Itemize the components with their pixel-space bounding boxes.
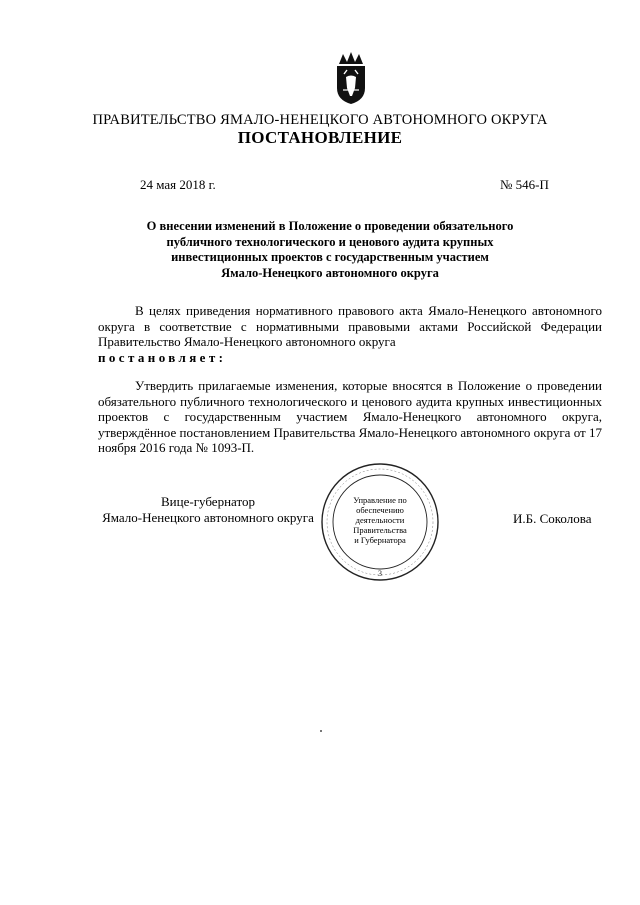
signatory-name: И.Б. Соколова	[513, 511, 592, 526]
page-mark	[320, 730, 322, 732]
stamp-inscription	[338, 495, 422, 545]
subject-line-4: Ямало-Ненецкого автономного округа	[221, 265, 439, 280]
stamp-line-3: деятельности	[355, 515, 405, 525]
stamp-line-1: Управление по	[353, 495, 407, 505]
document-number: № 546-П	[500, 177, 549, 192]
stamp-line-5: и Губернатора	[354, 535, 406, 545]
body-paragraph-1	[98, 303, 602, 365]
document-date: 24 мая 2018 г.	[140, 177, 216, 192]
signatory-title-line-2: Ямало-Ненецкого автономного округа	[102, 510, 314, 525]
subject-line-1: О внесении изменений в Положение о проведении обязательного	[146, 219, 514, 233]
body-paragraph-2	[98, 378, 602, 456]
resolves-word: постановляет:	[98, 349, 227, 365]
resolution-text: Утвердить прилагаемые изменения, которые вносятся в Положение о проведении обязательного публичного технологического и ценового аудита крупных инвестиционных проектов с государственным участием Ямало-Ненецкого автономного округа, утверждённое постановлением Правительства Ямало-Ненецкого автономного округа от 17 ноября 2016 года № 1093-П.	[98, 378, 602, 455]
subject-line-3: инвестиционных проектов с государственным участием	[171, 250, 489, 264]
coat-of-arms-emblem	[331, 50, 371, 106]
document-subject	[100, 219, 560, 281]
preamble-text: В целях приведения нормативного правового акта Ямало-Ненецкого автономного округа в соответствие с нормативными правовыми актами Российской Федерации Правительство Ямало-Ненецкого автономного округа	[98, 303, 602, 349]
government-name: ПРАВИТЕЛЬСТВО ЯМАЛО-НЕНЕЦКОГО АВТОНОМНОГО ОКРУГА	[92, 112, 548, 128]
subject-line-2: публичного технологического и ценового аудита крупных	[166, 234, 494, 249]
stamp-line-4: Правительства	[353, 525, 407, 535]
stamp-line-2: обеспечению	[356, 505, 404, 515]
signatory-title-line-1: Вице-губернатор	[161, 494, 255, 509]
stamp-number: 3	[378, 569, 382, 578]
signatory-title	[98, 494, 318, 526]
document-type-title: ПОСТАНОВЛЕНИЕ	[237, 128, 403, 147]
